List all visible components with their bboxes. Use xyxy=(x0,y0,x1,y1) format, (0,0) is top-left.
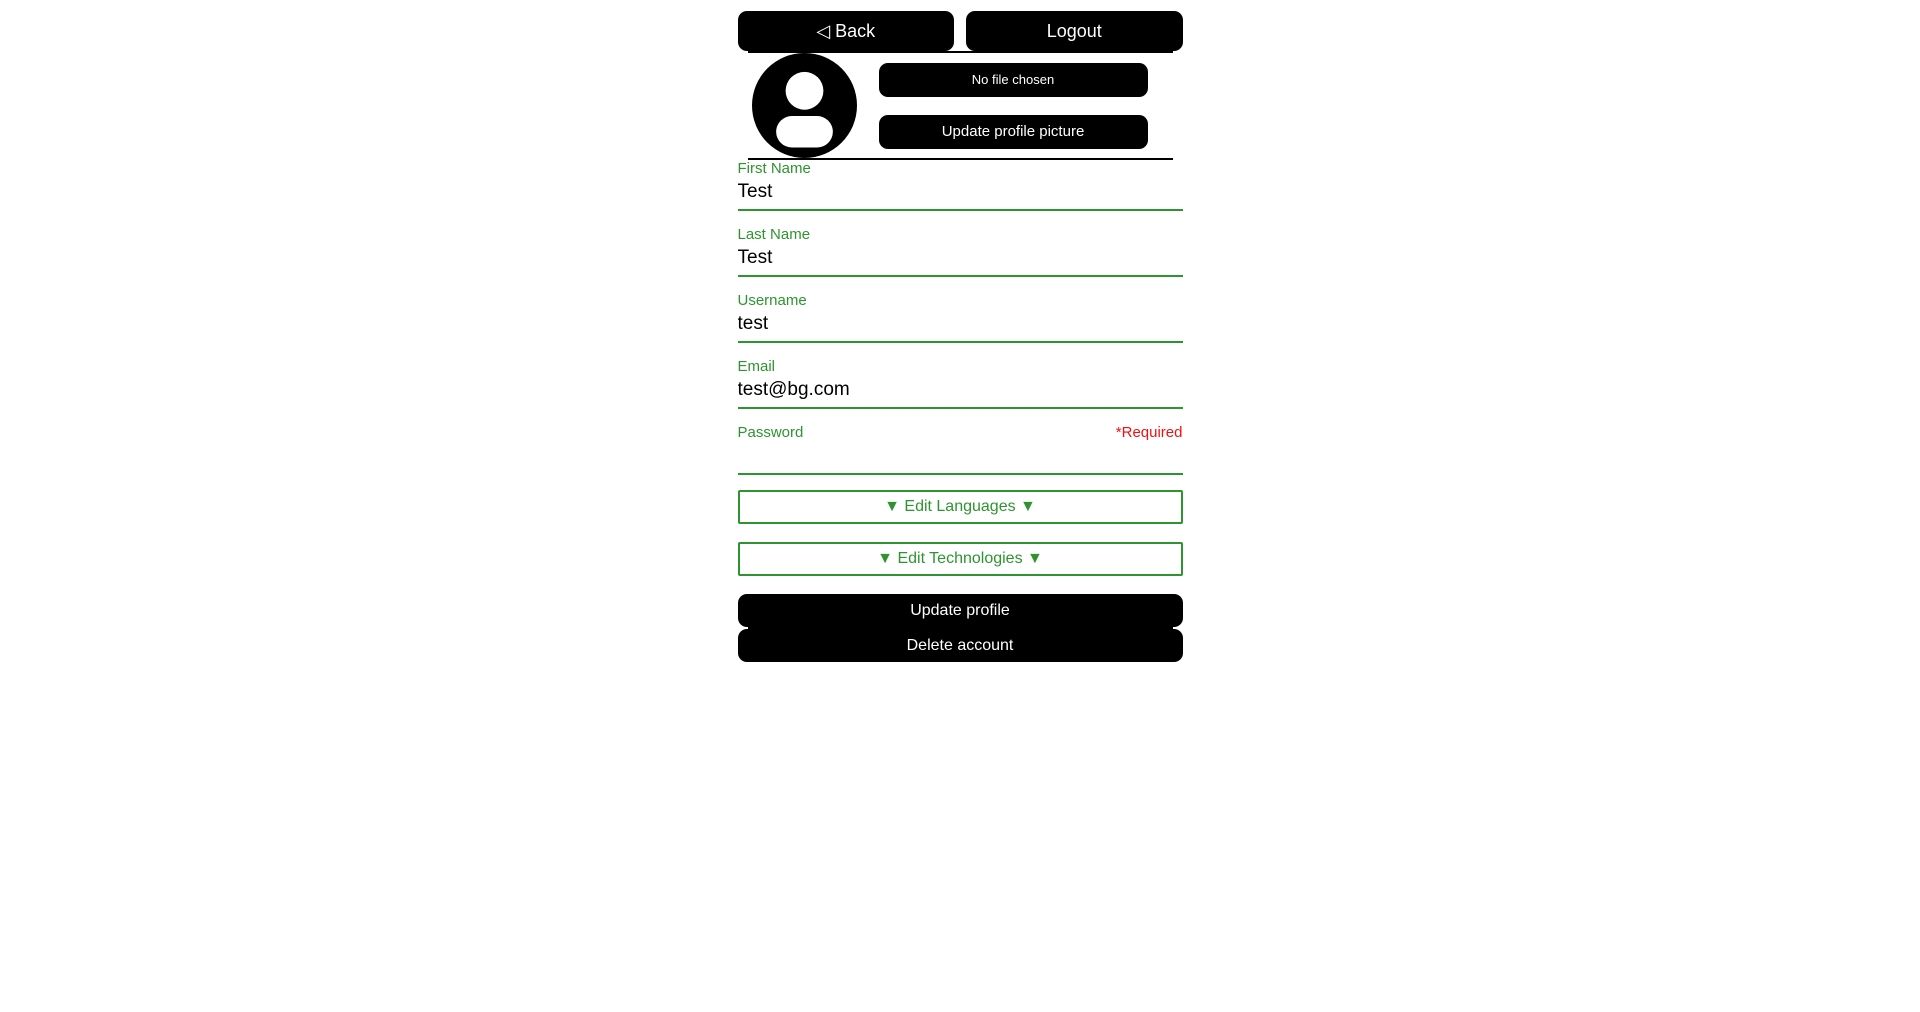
email-label: Email xyxy=(737,358,776,375)
username-label: Username xyxy=(737,292,807,309)
profile-container xyxy=(738,0,1183,662)
person-avatar-icon xyxy=(752,53,857,158)
file-input-button[interactable]: No file chosen xyxy=(879,63,1148,97)
first-name-input[interactable] xyxy=(738,178,1183,211)
back-button[interactable]: ◁ Back xyxy=(738,11,955,51)
update-profile-picture-button[interactable]: Update profile picture xyxy=(879,115,1148,149)
password-input[interactable] xyxy=(738,442,1183,475)
update-profile-button[interactable]: Update profile xyxy=(738,594,1183,627)
email-field-block xyxy=(738,358,1183,409)
first-name-field-block xyxy=(738,160,1183,211)
email-input[interactable] xyxy=(738,376,1183,409)
delete-account-button[interactable]: Delete account xyxy=(738,629,1183,662)
password-label: Password xyxy=(737,424,804,441)
username-field-block xyxy=(738,292,1183,343)
last-name-input[interactable] xyxy=(738,244,1183,277)
logout-button[interactable]: Logout xyxy=(966,11,1183,51)
top-button-row xyxy=(738,11,1183,51)
profile-picture-section xyxy=(738,53,1183,158)
first-name-label: First Name xyxy=(737,160,811,177)
password-field-block xyxy=(738,424,1183,475)
profile-picture-controls xyxy=(879,63,1148,149)
last-name-field-block xyxy=(738,226,1183,277)
edit-technologies-button[interactable]: ▼ Edit Technologies ▼ xyxy=(738,542,1183,576)
username-input[interactable] xyxy=(738,310,1183,343)
password-required-note: *Required xyxy=(1115,424,1183,441)
last-name-label: Last Name xyxy=(737,226,811,243)
edit-languages-button[interactable]: ▼ Edit Languages ▼ xyxy=(738,490,1183,524)
